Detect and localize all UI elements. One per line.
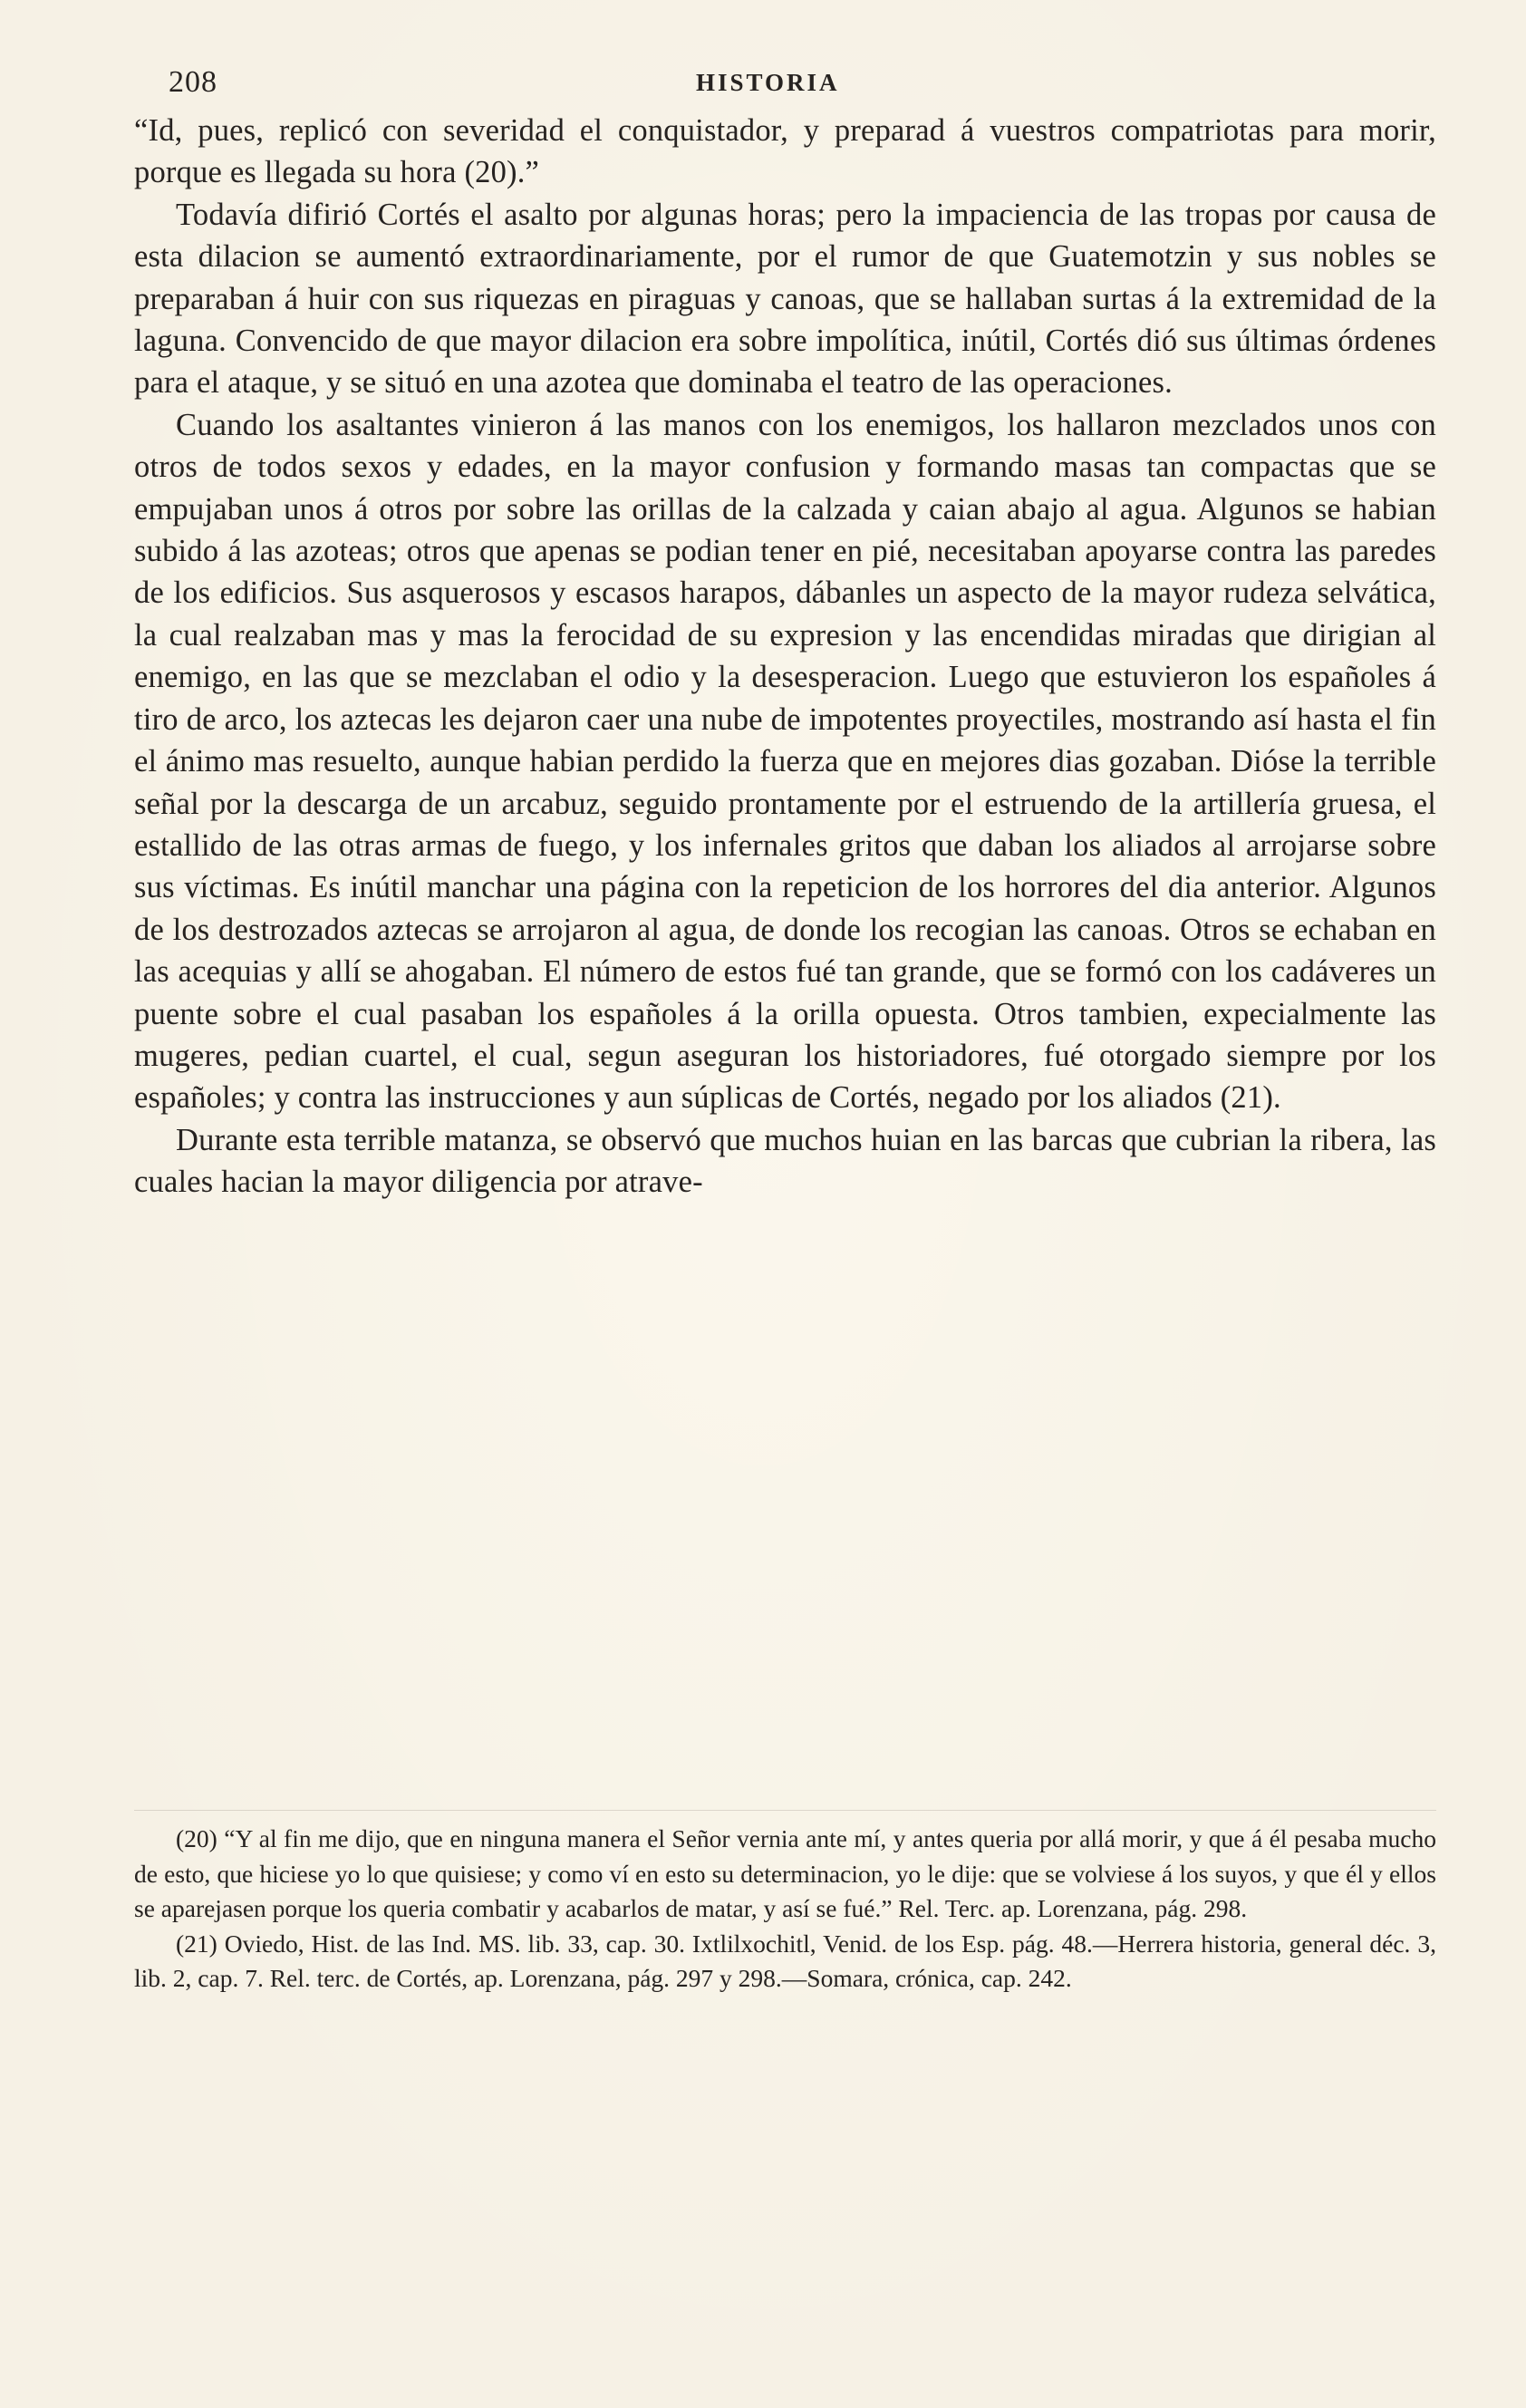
body-paragraph-quote: “Id, pues, replicó con severidad el conquistador, y preparad á vuestros compatriotas para morir, porque es llegada su hora (20).”	[134, 113, 1436, 190]
footnotes	[134, 1822, 1436, 1997]
footnote-20: (20) “Y al fin me dijo, que en ninguna manera el Señor vernia ante mí, y antes queria por allá morir, y que á él pesaba mucho de esto, que hiciese yo lo que quisiese; y como ví en esto su determinacion, yo le dije: que se volviese á los suyos, y que él y ellos se aparejasen porque los queria combatir y acabarlos de matar, y así se fué.” Rel. Terc. ap. Lorenzana, pág. 298.	[134, 1824, 1436, 1923]
body-text	[134, 110, 1436, 1204]
body-paragraph: Todavía difirió Cortés el asalto por algunas horas; pero la impaciencia de las tropas por causa de esta dilacion se aumentó extraordinariamente, por el rumor de que Guatemotzin y sus nobles se preparaban á huir con sus riquezas en piraguas y canoas, que se hallaban surtas á la extremidad de la laguna. Convencido de que mayor dilacion era sobre impolítica, inútil, Cortés dió sus últimas órdenes para el ataque, y se situó en una azotea que dominaba el teatro de las operaciones.	[134, 197, 1436, 401]
page-header	[169, 65, 1437, 102]
body-paragraph: Durante esta terrible matanza, se observó que muchos huian en las barcas que cubrian la ribera, las cuales hacian la mayor diligencia por atrave-	[134, 1122, 1436, 1200]
body-paragraph: Cuando los asaltantes vinieron á las manos con los enemigos, los hallaron mezclados unos con otros de todos sexos y edades, en la mayor confusion y formando masas tan compactas que se empujaban unos á otros por sobre las orillas de la calzada y caian abajo al agua. Algunos se habian subido á las azoteas; otros que apenas se podian tener en pié, necesitaban apoyarse contra las paredes de los edificios. Sus asquerosos y escasos harapos, dábanles un aspecto de la mayor rudeza selvática, la cual realzaban mas y mas la ferocidad de su expresion y las encendidas miradas que dirigian al enemigo, en las que se mezclaban el odio y la desesperacion. Luego que estuvieron los españoles á tiro de arco, los aztecas les dejaron caer una nube de impotentes proyectiles, mostrando así hasta el fin el ánimo mas resuelto, aunque habian perdido la fuerza que en mejores dias gozaban. Dióse la terrible señal por la descarga de un arcabuz, seguido prontamente por el estruendo de la artillería gruesa, el estallido de las otras armas de fuego, y los infernales gritos que daban los aliados al arrojarse sobre sus víctimas. Es inútil manchar una página con la repeticion de los horrores del dia anterior. Algunos de los destrozados aztecas se arrojaron al agua, de donde los recogian las canoas. Otros se echaban en las acequias y allí se ahogaban. El número de estos fué tan grande, que se formó con los cadáveres un puente sobre el cual pasaban los españoles á la orilla opuesta. Otros tambien, expecialmente las mugeres, pedian cuartel, el cual, segun aseguran los historiadores, fué otorgado siempre por los españoles; y contra las instrucciones y aun súplicas de Cortés, negado por los aliados (21).	[134, 407, 1436, 1116]
footnote-21: (21) Oviedo, Hist. de las Ind. MS. lib. 33, cap. 30. Ixtlilxochitl, Venid. de los Esp. pág. 48.—Herrera historia, general déc. 3, lib. 2, cap. 7. Rel. terc. de Cortés, ap. Lorenzana, pág. 297 y 298.—Somara, crónica, cap. 242.	[134, 1929, 1436, 1993]
running-head: HISTORIA	[696, 69, 840, 96]
footnote-divider	[134, 1810, 1436, 1811]
page-number: 208	[169, 65, 217, 99]
